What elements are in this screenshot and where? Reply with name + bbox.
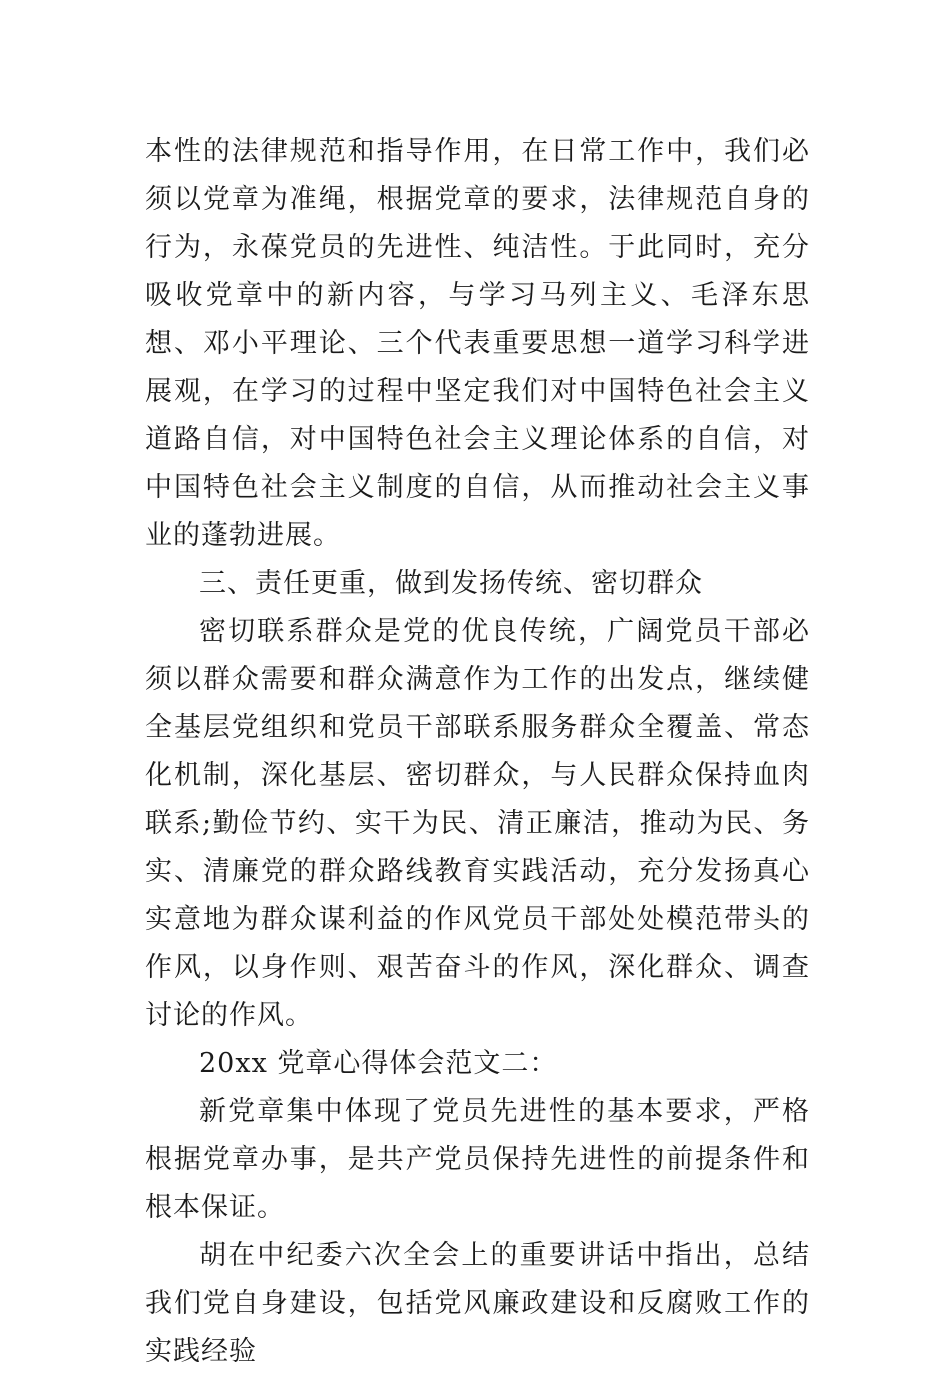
paragraph: 新党章集中体现了党员先进性的基本要求，严格根据党章办事，是共产党员保持先进性的前提条件和根本保证。 <box>145 1096 810 1223</box>
paragraph-continued: 本性的法律规范和指导作用，在日常工作中，我们必须以党章为准绳，根据党章的要求，法律规范自身的行为，永葆党员的先进性、纯洁性。于此同时，充分吸收党章中的新内容，与学习马列主义、毛泽东思想、邓小平理论、三个代表重要思想一道学习科学进展观，在学习的过程中坚定我们对中国特色社会主义道路自信，对中国特色社会主义理论体系的自信，对中国特色社会主义制度的自信，从而推动社会主义事业的蓬勃进展。 <box>145 136 810 551</box>
document-body <box>145 128 810 1376</box>
subsection-title: 20xx 党章心得体会范文二： <box>199 1048 558 1079</box>
paragraph: 胡在中纪委六次全会上的重要讲话中指出，总结我们党自身建设，包括党风廉政建设和反腐败工作的实践经验 <box>145 1240 810 1367</box>
section-heading: 三、责任更重，做到发扬传统、密切群众 <box>199 568 703 599</box>
paragraph: 密切联系群众是党的优良传统，广阔党员干部必须以群众需要和群众满意作为工作的出发点，继续健全基层党组织和党员干部联系服务群众全覆盖、常态化机制，深化基层、密切群众，与人民群众保持血肉联系;勤俭节约、实干为民、清正廉洁，推动为民、务实、清廉党的群众路线教育实践活动，充分发扬真心实意地为群众谋利益的作风党员干部处处模范带头的作风，以身作则、艰苦奋斗的作风，深化群众、调查讨论的作风。 <box>145 616 810 1031</box>
